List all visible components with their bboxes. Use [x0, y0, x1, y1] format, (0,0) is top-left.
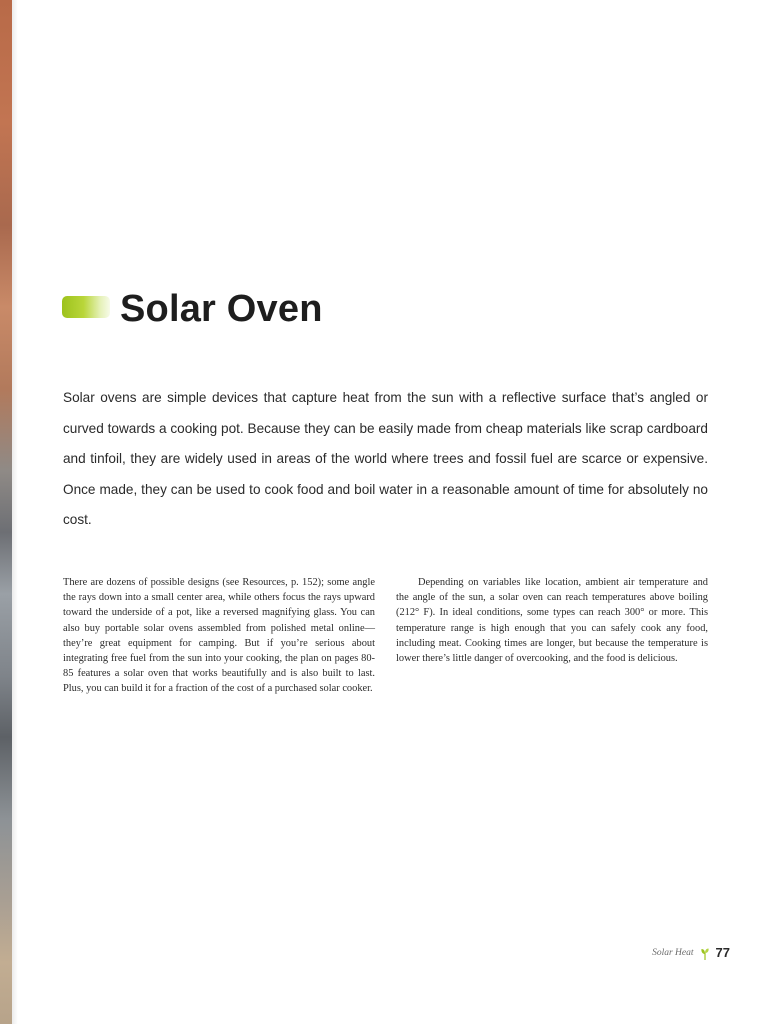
facing-page-edge: [0, 0, 12, 1024]
intro-paragraph: Solar ovens are simple devices that capture heat from the sun with a reflective surface that’s angled or curved towards a cooking pot. Because they can be easily made from cheap materials like scrap cardboard and tinfoil, they are widely used in areas of the world where trees and fossil fuel are scarce or expensive. Once made, they can be used to cook food and boil water in a reasonable amount of time for absolutely no cost.: [63, 390, 708, 528]
page-number: 77: [715, 945, 730, 960]
body-column-right: Depending on variables like location, ambient air temperature and the angle of the sun, a solar oven can reach temperatures above boiling (212° F). In ideal conditions, some types can reach 300° or more. This temperature range is high enough that you can safely cook any food, including meat. Cooking times are longer, but because the temperature is lower there’s little danger of overcooking, and the food is delicious.: [396, 577, 708, 665]
gutter-shadow: [12, 0, 18, 1024]
plant-sprout-icon: [701, 947, 709, 959]
heading-marker-icon: [62, 296, 110, 318]
page-footer: [652, 945, 730, 960]
body-column-left: There are dozens of possible designs (see Resources, p. 152); some angle the rays down into a small center area, while others focus the rays upward toward the underside of a pot, like a reversed magnifying glass. You can also buy portable solar ovens assembled from polished metal online—they’re great equipment for camping. But if you’re serious about integrating free fuel from the sun into your cooking, the plan on pages 80-85 features a solar oven that works beautifully and is also built to last. Plus, you can build it for a fraction of the cost of a purchased solar cooker.: [63, 577, 375, 695]
heading: [62, 284, 323, 334]
running-section-title: Solar Heat: [652, 947, 694, 958]
page-title: Solar Oven: [120, 288, 323, 330]
